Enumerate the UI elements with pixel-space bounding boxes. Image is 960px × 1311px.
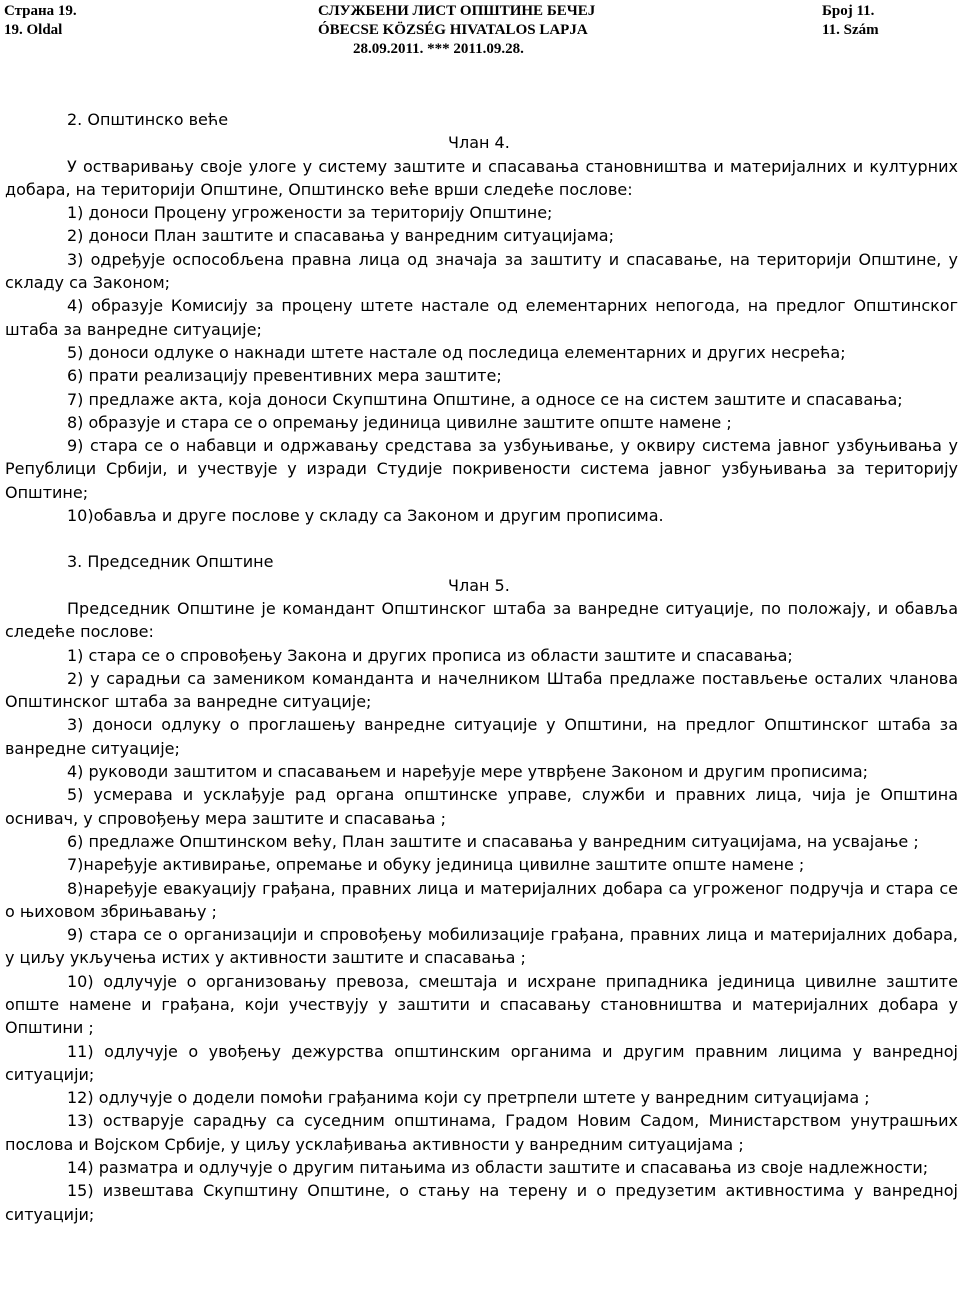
- list-item: 6) прати реализацију превентивних мера заштите;: [67, 366, 502, 386]
- list-item: 4) образује Комисију за процену штете настале од елементарних непогода, на предлог Општинског штаба за ванредне ситуације;: [5, 296, 958, 339]
- gazette-title-sr: СЛУЖБЕНИ ЛИСТ ОПШТИНЕ БЕЧЕЈ: [318, 3, 596, 19]
- gazette-date: 28.09.2011. *** 2011.09.28.: [353, 41, 524, 57]
- list-item: 14) разматра и одлучује о другим питањима из области заштите и спасавања из своје надлежности;: [67, 1158, 929, 1178]
- list-item: 5) доноси одлуке о накнади штете настале од последица елементарних и других несрећа;: [67, 342, 846, 362]
- article-intro: У остваривању своје улоге у систему заштите и спасавања становништва и материјалних и културних добара, на територији Општине, Општинско веће врши следеће послове:: [5, 156, 958, 199]
- list-item: 9) стара се о организацији и спровођењу мобилизације грађана, правних лица и материјалних добара, у циљу укључења истих у активности заштите и спасавања ;: [5, 925, 958, 968]
- list-item: 7) предлаже акта, која доноси Скупштина Општине, а односе се на систем заштите и спасавања;: [67, 389, 903, 409]
- gazette-title-hu: ÓBECSE KÖZSÉG HIVATALOS LAPJA: [318, 22, 588, 38]
- document-body: [5, 108, 958, 1226]
- list-item: 6) предлаже Општинском већу, План заштите и спасавања у ванредним ситуацијама, на усвајање ;: [67, 831, 919, 851]
- list-item: 11) одлучује о увођењу дежурства општинским органима и другим правним лицима у ванредној ситуацији;: [5, 1041, 958, 1084]
- list-item: 4) руководи заштитом и спасавањем и наређује мере утврђене Законом и другим прописима;: [67, 762, 869, 782]
- list-item: 10) одлучује о организовању превоза, смештаја и исхране припадника јединица цивилне заштите опште намене и грађана, који учествују у заштити и спасавању становништва и материјалних добара у Општини ;: [5, 971, 958, 1038]
- list-item: 8)наређује евакуацију грађана, правних лица и материјалних добара са угроженог подручја и стара се о њиховом збрињавању ;: [5, 878, 958, 921]
- article-intro: Председник Општине је командант Општинског штаба за ванредне ситуације, по положају, и обавља следеће послове:: [5, 598, 958, 642]
- list-item: 2) у сарадњи са замеником команданта и начелником Штаба предлаже постављење осталих чланова Општинског штаба за ванредне ситуације;: [5, 668, 958, 712]
- list-item: 12) одлучује о додели помоћи грађанима који су претрпели штете у ванредним ситуацијама ;: [67, 1088, 870, 1108]
- list-item: 5) усмерава и усклађује рад органа општинске управе, служби и правних лица, чија је Општина оснивач, у спровођењу мера заштите и спасавања ;: [5, 785, 958, 828]
- issue-number-hu: 11. Szám: [822, 22, 879, 38]
- list-item: 7)наређује активирање, опремање и обуку јединица цивилне заштите опште намене ;: [67, 855, 805, 875]
- list-item: 13) остварује сарадњу са суседним општинама, Градом Новим Садом, Министарством унутрашњих послова и Војском Србије, у циљу усклађивања активности у ванредним ситуацијама ;: [5, 1111, 958, 1154]
- list-item: 3) одређује оспособљена правна лица од значаја за заштиту и спасавање, на територији Општине, у складу са Законом;: [5, 249, 958, 293]
- list-item: 8) образује и стара се о опремању јединица цивилне заштите опште намене ;: [67, 412, 732, 432]
- list-item: 2) доноси План заштите и спасавања у ванредним ситуацијама;: [67, 226, 614, 246]
- list-item: 1) стара се о спровођењу Закона и других прописа из области заштите и спасавања;: [67, 645, 793, 665]
- page-number-sr: Страна 19.: [4, 3, 77, 19]
- list-item: 10)обавља и друге послове у складу са Законом и другим прописима.: [67, 506, 664, 526]
- page-number-hu: 19. Oldal: [4, 22, 63, 38]
- section-spacer: [5, 527, 958, 550]
- article-heading: Члан 4.: [448, 133, 510, 153]
- list-item: 15) извештава Скупштину Општине, о стању на терену и о предузетим активностима у ванредној ситуацији;: [5, 1181, 958, 1224]
- list-item: 9) стара се о набавци и одржавању средстава за узбуњивање, у оквиру система јавног узбуњивања у Републици Србији, и учествује у изради Студије покривености система јавног узбуњивања за територију Општине;: [5, 436, 958, 502]
- page-header: [0, 0, 960, 64]
- issue-number-sr: Број 11.: [822, 3, 875, 19]
- section-title: 2. Општинско веће: [67, 110, 229, 129]
- article-heading: Члан 5.: [448, 575, 510, 595]
- section-title: 3. Председник Општине: [67, 552, 274, 572]
- list-item: 1) доноси Процену угрожености за територију Општине;: [67, 203, 553, 223]
- list-item: 3) доноси одлуку о проглашењу ванредне ситуације у Општини, на предлог Општинског штаба за ванредне ситуације;: [5, 715, 958, 758]
